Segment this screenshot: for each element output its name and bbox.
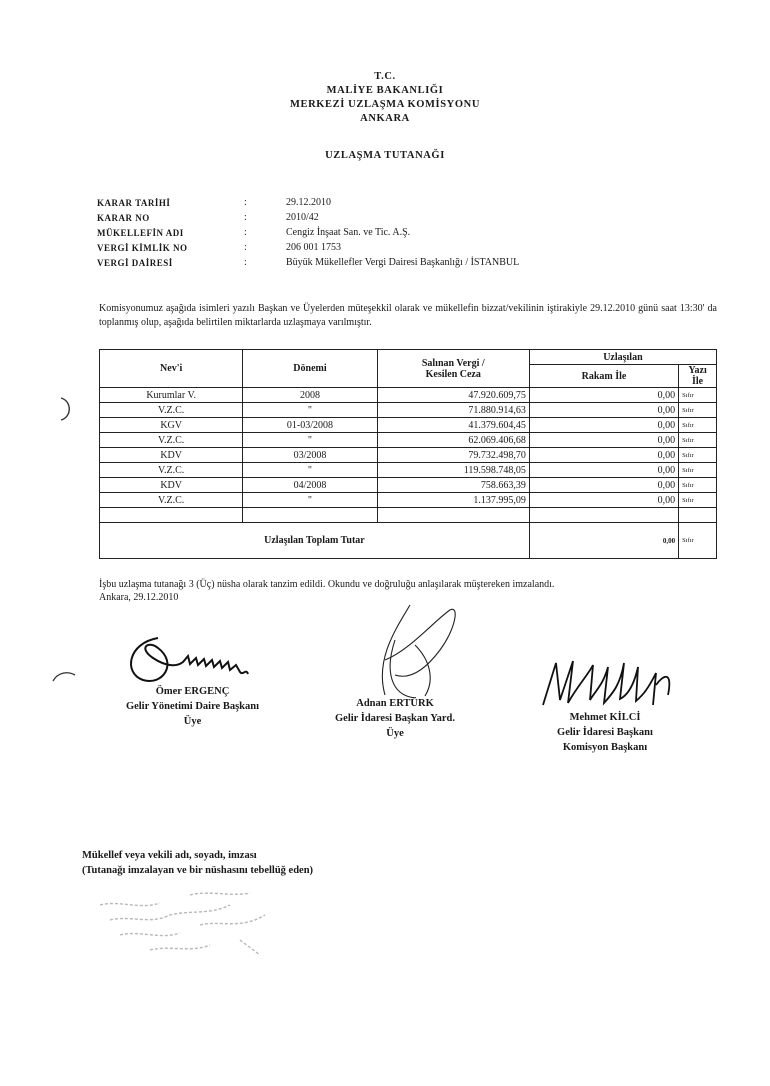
document-title: UZLAŞMA TUTANAĞI: [325, 150, 445, 161]
header-rakam: Rakam İle: [529, 365, 678, 388]
signatory-name: Adnan ERTÜRK: [356, 698, 434, 709]
info-colon: :: [244, 257, 247, 268]
info-value: 29.12.2010: [286, 197, 331, 208]
header-salinan-line1: Salınan Vergi /: [421, 357, 485, 369]
signatory-name: Ömer ERGENÇ: [155, 686, 230, 697]
table-row: [100, 493, 717, 508]
cell-donemi: ": [243, 493, 377, 508]
cell-rakam: 0,00: [529, 463, 678, 478]
signatory-ergenc: [100, 684, 285, 729]
cell-donemi: 03/2008: [243, 448, 377, 463]
punch-hole-mark-icon: [50, 668, 78, 684]
signature-ergenc-icon: [118, 618, 258, 690]
cell-salinan: 758.663,39: [377, 478, 529, 493]
total-label: Uzlaşılan Toplam Tutar: [100, 523, 530, 559]
signatory-role: Komisyon Başkanı: [562, 742, 648, 753]
info-row: [97, 195, 519, 210]
cell-yazi: Sıfır: [679, 463, 717, 478]
info-colon: :: [244, 197, 247, 208]
cell-rakam: 0,00: [529, 448, 678, 463]
info-value: 2010/42: [286, 212, 319, 223]
signatory-kilci: [520, 710, 690, 755]
taxpayer-signature-block: [82, 848, 313, 878]
cell-nevi: V.Z.C.: [100, 403, 243, 418]
header-uzlasilan: Uzlaşılan: [529, 350, 716, 365]
info-label: VERGİ DAİRESİ: [97, 257, 173, 268]
header-salinan: [377, 350, 529, 388]
header-donemi: Dönemi: [243, 350, 377, 388]
info-colon: :: [244, 227, 247, 238]
header-line-ministry: MALİYE BAKANLIĞI: [326, 85, 444, 96]
taxpayer-line: Mükellef veya vekili adı, soyadı, imzası: [82, 850, 257, 861]
signatory-title: Gelir Yönetimi Daire Başkanı: [125, 701, 260, 712]
info-label: KARAR TARİHİ: [97, 197, 171, 208]
total-rakam: 0,00: [529, 523, 678, 559]
info-label: MÜKELLEFİN ADI: [97, 227, 184, 238]
cell-donemi: 2008: [243, 388, 377, 403]
info-value: Büyük Mükellefler Vergi Dairesi Başkanlığı / İSTANBUL: [286, 257, 520, 268]
table-empty-row: [100, 508, 717, 523]
document-header: [0, 70, 770, 126]
cell-rakam: 0,00: [529, 418, 678, 433]
info-label: KARAR NO: [97, 212, 150, 223]
table-row: [100, 388, 717, 403]
cell-nevi: V.Z.C.: [100, 433, 243, 448]
punch-hole-mark-icon: [58, 395, 78, 423]
info-row: [97, 240, 519, 255]
cell-salinan: 71.880.914,63: [377, 403, 529, 418]
cell-rakam: 0,00: [529, 493, 678, 508]
signature-kilci-icon: [538, 655, 678, 710]
header-line-commission: MERKEZİ UZLAŞMA KOMİSYONU: [289, 99, 481, 110]
closing-date: Ankara, 29.12.2010: [99, 592, 179, 603]
settlement-table: [99, 349, 717, 559]
cell-nevi: KDV: [100, 448, 243, 463]
signatory-title: Gelir İdaresi Başkan Yard.: [335, 713, 455, 724]
cell-nevi: V.Z.C.: [100, 463, 243, 478]
cell-salinan: 41.379.604,45: [377, 418, 529, 433]
header-line-city: ANKARA: [360, 113, 410, 124]
cell-donemi: 01-03/2008: [243, 418, 377, 433]
table-row: [100, 478, 717, 493]
signatory-role: Üye: [183, 716, 202, 727]
total-yazi: Sıfır: [679, 523, 717, 559]
cell-yazi: Sıfır: [679, 448, 717, 463]
taxpayer-signature-faded-icon: [90, 885, 290, 965]
cell-donemi: ": [243, 463, 377, 478]
cell-nevi: KGV: [100, 418, 243, 433]
cell-donemi: ": [243, 433, 377, 448]
cell-nevi: KDV: [100, 478, 243, 493]
header-salinan-line2: Kesilen Ceza: [425, 368, 481, 380]
signatory-name: Mehmet KİLCİ: [569, 712, 641, 723]
table-row: [100, 463, 717, 478]
closing-line: İşbu uzlaşma tutanağı 3 (Üç) nüsha olarak tanzim edildi. Okundu ve doğruluğu anlaşılarak müştereken imzalandı.: [99, 579, 555, 590]
header-line-tc: T.C.: [374, 71, 396, 82]
cell-rakam: 0,00: [529, 388, 678, 403]
cell-salinan: 1.137.995,09: [377, 493, 529, 508]
table-row: [100, 418, 717, 433]
table-row: [100, 403, 717, 418]
decision-info: [97, 195, 519, 270]
cell-salinan: 79.732.498,70: [377, 448, 529, 463]
table-header-row: [100, 350, 717, 365]
cell-yazi: Sıfır: [679, 493, 717, 508]
signatory-title: Gelir İdaresi Başkanı: [557, 727, 653, 738]
cell-yazi: Sıfır: [679, 418, 717, 433]
info-row: [97, 255, 519, 270]
header-nevi: Nev'i: [100, 350, 243, 388]
cell-salinan: 62.069.406,68: [377, 433, 529, 448]
info-label: VERGİ KİMLİK NO: [97, 242, 188, 253]
table-total-row: [100, 523, 717, 559]
info-value: Cengiz İnşaat San. ve Tic. A.Ş.: [286, 227, 411, 238]
cell-donemi: 04/2008: [243, 478, 377, 493]
info-colon: :: [244, 212, 247, 223]
signatory-erturk: [310, 696, 480, 741]
cell-rakam: 0,00: [529, 478, 678, 493]
cell-yazi: Sıfır: [679, 433, 717, 448]
header-yazi: Yazı İle: [679, 365, 717, 388]
cell-nevi: V.Z.C.: [100, 493, 243, 508]
cell-salinan: 119.598.748,05: [377, 463, 529, 478]
info-row: [97, 225, 519, 240]
cell-yazi: Sıfır: [679, 478, 717, 493]
cell-yazi: Sıfır: [679, 388, 717, 403]
cell-yazi: Sıfır: [679, 403, 717, 418]
info-row: [97, 210, 519, 225]
table-row: [100, 433, 717, 448]
cell-rakam: 0,00: [529, 433, 678, 448]
cell-nevi: Kurumlar V.: [100, 388, 243, 403]
signatory-role: Üye: [386, 728, 404, 739]
cell-donemi: ": [243, 403, 377, 418]
cell-rakam: 0,00: [529, 403, 678, 418]
info-value: 206 001 1753: [286, 242, 341, 253]
signature-erturk-icon: [355, 600, 465, 705]
intro-paragraph: Komisyonumuz aşağıda isimleri yazılı Başkan ve Üyelerden müteşekkil olarak ve mükellefin bizzat/vekilinin iştirakiyle 29.12.2010 günü saat 13:30' da toplanmış olup, aşağıda belirtilen miktarlarda uzlaşmaya varılmıştır.: [99, 303, 717, 328]
taxpayer-note: (Tutanağı imzalayan ve bir nüshasını tebellüğ eden): [82, 865, 314, 876]
info-colon: :: [244, 242, 247, 253]
table-row: [100, 448, 717, 463]
cell-salinan: 47.920.609,75: [377, 388, 529, 403]
